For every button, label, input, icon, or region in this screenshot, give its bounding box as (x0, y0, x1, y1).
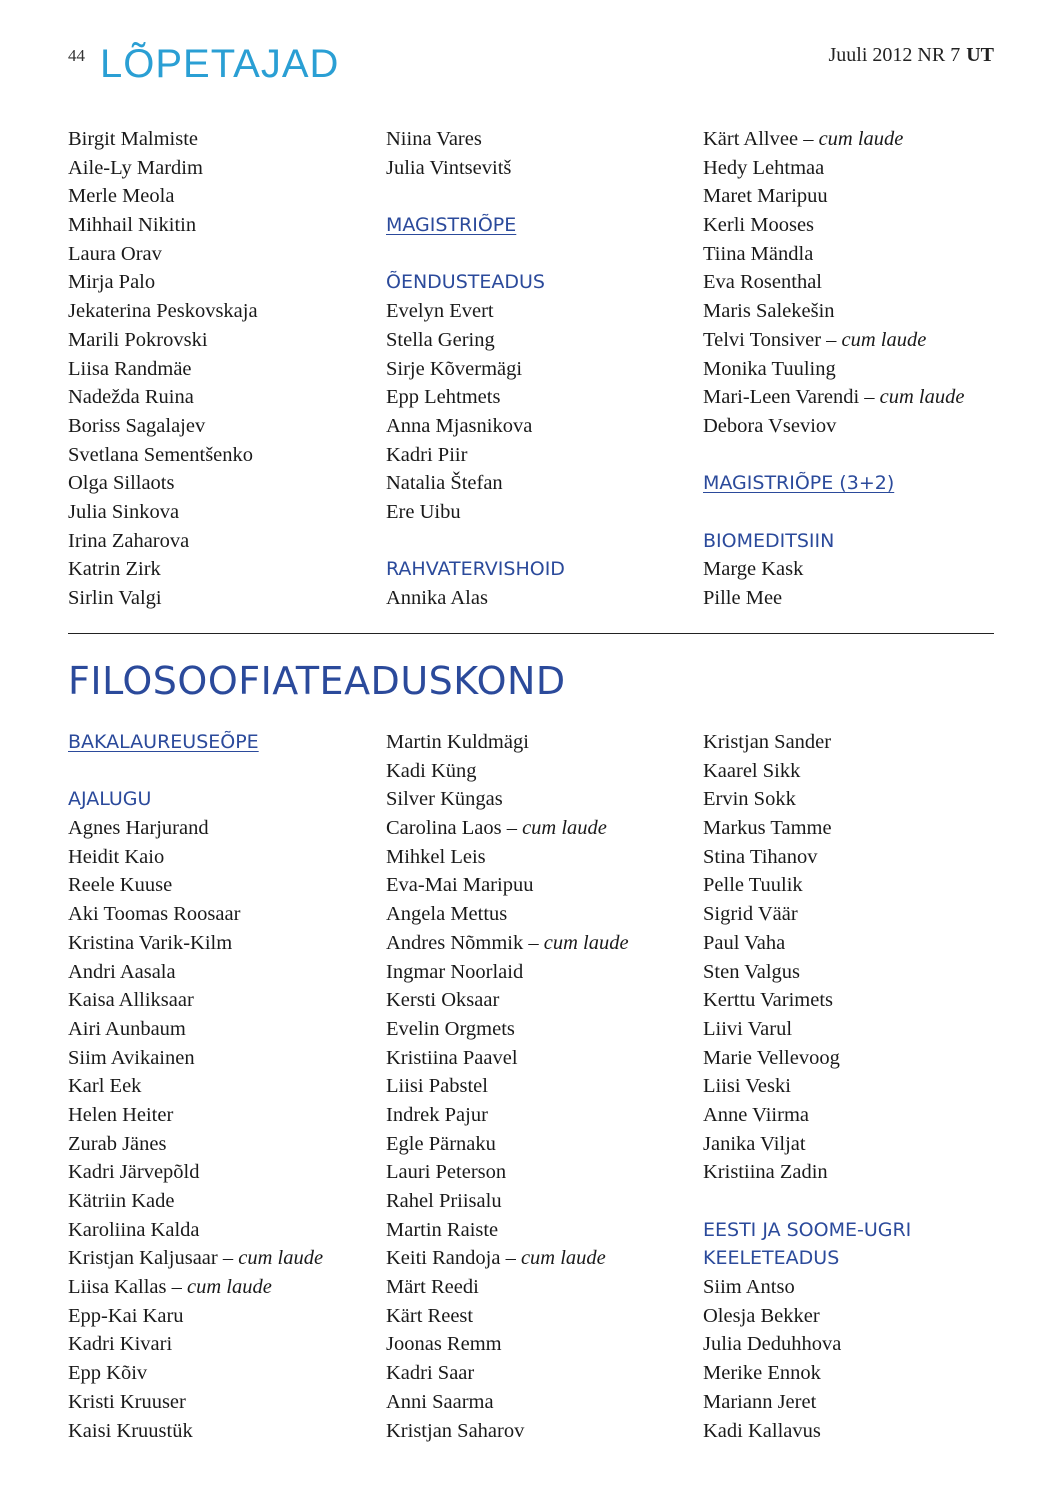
graduate-name: Pelle Tuulik (703, 874, 803, 897)
graduate-name: Mariann Jeret (703, 1390, 817, 1413)
graduate-entry (386, 1044, 696, 1073)
graduate-entry (68, 1330, 378, 1359)
graduate-entry (386, 1417, 696, 1446)
graduate-entry (386, 1015, 696, 1044)
graduate-name: Martin Raiste (386, 1218, 499, 1241)
graduate-entry (386, 757, 696, 786)
graduate-entry (703, 1388, 1013, 1417)
graduate-name: Kadri Järvepõld (68, 1161, 200, 1184)
subsection-heading: KEELETEADUS (703, 1247, 840, 1270)
honors-note: – cum laude (803, 128, 904, 150)
graduate-name: Kristjan Saharov (386, 1419, 525, 1442)
graduate-name: Debora Vseviov (703, 414, 837, 437)
graduate-name: Kadri Saar (386, 1362, 475, 1385)
graduate-name: Kerttu Varimets (703, 989, 833, 1012)
graduate-entry (68, 986, 378, 1015)
graduate-name: Silver Küngas (386, 788, 503, 811)
subsection-heading: EESTI JA SOOME-UGRI (703, 1218, 912, 1241)
spacer (68, 757, 378, 786)
graduate-entry (386, 929, 696, 958)
subsection-heading: ÕENDUSTEADUS (386, 271, 545, 294)
graduate-name: Joonas Remm (386, 1333, 502, 1356)
graduate-name: Kristjan Sander (703, 731, 832, 753)
graduate-entry (703, 900, 1013, 929)
graduate-entry (703, 154, 1013, 183)
graduate-entry (68, 383, 378, 412)
graduate-entry (386, 814, 696, 843)
bottom-column-2 (386, 728, 696, 1445)
graduate-name: Evelyn Evert (386, 300, 494, 323)
graduate-name: Hedy Lehtmaa (703, 156, 825, 179)
graduate-entry (703, 1015, 1013, 1044)
graduate-name: Maris Salekešin (703, 300, 835, 323)
graduate-entry (703, 814, 1013, 843)
graduate-name: Helen Heiter (68, 1103, 174, 1126)
subsection-heading: MAGISTRIÕPE (3+2) (703, 472, 895, 495)
graduate-entry (386, 383, 696, 412)
graduate-name: Karoliina Kalda (68, 1218, 200, 1241)
honors-note: – cum laude (864, 386, 965, 409)
graduate-entry (68, 211, 378, 240)
graduate-entry (703, 211, 1013, 240)
graduate-name: Olesja Bekker (703, 1304, 820, 1327)
graduate-name: Svetlana Sementšenko (68, 443, 254, 466)
subsection-heading: BIOMEDITSIIN (703, 529, 835, 552)
graduate-entry (68, 1216, 378, 1245)
graduate-entry (386, 1158, 696, 1187)
graduate-name: Indrek Pajur (386, 1103, 488, 1126)
graduate-entry (703, 929, 1013, 958)
graduate-entry (68, 240, 378, 269)
graduate-entry (68, 154, 378, 183)
graduate-name: Nadežda Ruina (68, 386, 194, 409)
graduate-entry (386, 1244, 696, 1273)
graduate-entry (68, 1130, 378, 1159)
graduate-entry (386, 871, 696, 900)
graduate-entry (386, 843, 696, 872)
graduate-name: Siim Antso (703, 1276, 795, 1299)
graduate-entry (68, 555, 378, 584)
graduate-entry (68, 584, 378, 613)
graduate-entry (68, 1044, 378, 1073)
graduate-name: Marge Kask (703, 558, 804, 581)
graduate-entry (703, 785, 1013, 814)
graduate-name: Julia Vintsevitš (386, 156, 512, 179)
graduate-entry (386, 900, 696, 929)
graduate-entry (703, 355, 1013, 384)
graduate-name: Kätriin Kade (68, 1190, 175, 1212)
honors-note: – cum laude (826, 328, 927, 351)
spacer (386, 527, 696, 556)
graduate-entry (703, 125, 1013, 154)
graduate-entry (386, 728, 696, 757)
graduate-entry (703, 1330, 1013, 1359)
graduate-name: Mirja Palo (68, 271, 156, 294)
graduate-name: Siim Avikainen (68, 1046, 195, 1069)
graduate-entry (386, 125, 696, 154)
graduate-entry (703, 555, 1013, 584)
graduate-entry (703, 1417, 1013, 1446)
graduate-name: Mihhail Nikitin (68, 214, 197, 237)
spacer (386, 240, 696, 269)
graduate-name: Kristi Kruuser (68, 1390, 186, 1413)
graduate-name: Julia Deduhhova (703, 1333, 842, 1356)
graduate-entry (68, 1072, 378, 1101)
graduate-name: Kristiina Zadin (703, 1161, 828, 1184)
graduate-entry (68, 498, 378, 527)
graduate-name: Liisi Pabstel (386, 1075, 488, 1098)
graduate-name: Liisa Kallas (68, 1276, 172, 1299)
graduate-entry (386, 355, 696, 384)
graduate-name: Kärt Reest (386, 1304, 474, 1327)
graduate-entry (386, 1359, 696, 1388)
graduate-name: Rahel Priisalu (386, 1190, 502, 1212)
graduate-entry (703, 1158, 1013, 1187)
graduate-name: Karl Eek (68, 1075, 142, 1098)
graduate-name: Paul Vaha (703, 931, 786, 954)
graduate-name: Telvi Tonsiver (703, 328, 822, 351)
graduate-name: Marie Vellevoog (703, 1046, 840, 1069)
graduate-name: Egle Pärnaku (386, 1132, 496, 1155)
graduate-name: Niina Vares (386, 128, 482, 150)
graduate-name: Olga Sillaots (68, 472, 175, 495)
section-title: LÕPETAJAD (100, 42, 340, 86)
graduate-entry (68, 958, 378, 987)
graduate-name: Kerli Mooses (703, 214, 815, 237)
graduate-name: Irina Zaharova (68, 529, 190, 552)
graduate-entry (703, 757, 1013, 786)
spacer (703, 498, 1013, 527)
graduate-entry (703, 843, 1013, 872)
graduate-name: Carolina Laos (386, 817, 502, 840)
graduate-name: Mari-Leen Varendi (703, 386, 860, 409)
graduate-entry (386, 1330, 696, 1359)
graduate-name: Eva Rosenthal (703, 271, 822, 294)
faculty-title: FILOSOOFIATEADUSKOND (68, 659, 566, 703)
graduate-entry (68, 900, 378, 929)
graduate-name: Sirje Kõvermägi (386, 357, 523, 380)
graduate-entry (703, 986, 1013, 1015)
spacer (386, 182, 696, 211)
graduate-entry (386, 1130, 696, 1159)
graduate-name: Kadi Kallavus (703, 1419, 821, 1442)
graduate-name: Anne Viirma (703, 1103, 809, 1126)
graduate-name: Kadri Kivari (68, 1333, 173, 1356)
graduate-entry (703, 1044, 1013, 1073)
graduate-name: Boriss Sagalajev (68, 414, 206, 437)
honors-note: – cum laude (528, 931, 629, 954)
graduate-name: Märt Reedi (386, 1276, 479, 1299)
graduate-entry (703, 584, 1013, 613)
graduate-name: Jekaterina Peskovskaja (68, 300, 258, 323)
top-column-2 (386, 125, 696, 613)
graduate-name: Aki Toomas Roosaar (68, 903, 241, 926)
graduate-name: Airi Aunbaum (68, 1017, 186, 1040)
spacer (703, 441, 1013, 470)
graduate-entry (703, 958, 1013, 987)
graduate-entry (386, 412, 696, 441)
graduate-entry (386, 1302, 696, 1331)
graduate-entry (386, 1187, 696, 1216)
graduate-entry (703, 1302, 1013, 1331)
graduate-entry (703, 240, 1013, 269)
graduate-entry (68, 297, 378, 326)
graduate-entry (386, 326, 696, 355)
graduate-name: Liisi Veski (703, 1075, 791, 1098)
graduate-entry (68, 326, 378, 355)
graduate-entry (703, 412, 1013, 441)
graduate-entry (68, 268, 378, 297)
graduate-entry (386, 1216, 696, 1245)
graduate-name: Merike Ennok (703, 1362, 821, 1385)
graduate-entry (703, 1101, 1013, 1130)
graduate-name: Maret Maripuu (703, 185, 828, 208)
graduate-name: Keiti Randoja (386, 1247, 501, 1270)
graduate-name: Pille Mee (703, 587, 783, 609)
graduate-entry (68, 441, 378, 470)
graduate-entry (386, 958, 696, 987)
graduate-entry (68, 1015, 378, 1044)
graduate-name: Andri Aasala (68, 960, 176, 983)
graduate-name: Kadri Piir (386, 443, 468, 466)
graduate-entry (386, 154, 696, 183)
graduate-entry (68, 929, 378, 958)
graduate-entry (703, 871, 1013, 900)
graduate-entry (703, 1072, 1013, 1101)
graduate-entry (386, 785, 696, 814)
graduate-entry (386, 441, 696, 470)
graduate-entry (703, 728, 1013, 757)
graduate-entry (68, 182, 378, 211)
graduate-entry (386, 498, 696, 527)
spacer (703, 1187, 1013, 1216)
graduate-name: Kärt Allvee (703, 128, 804, 150)
graduate-name: Kaisa Alliksaar (68, 989, 194, 1012)
graduate-name: Stina Tihanov (703, 845, 818, 868)
graduate-entry (386, 1072, 696, 1101)
graduate-name: Merle Meola (68, 185, 175, 208)
graduate-name: Birgit Malmiste (68, 128, 199, 150)
graduate-name: Liivi Varul (703, 1017, 793, 1040)
graduate-name: Anna Mjasnikova (386, 414, 533, 437)
graduate-entry (68, 1158, 378, 1187)
graduate-entry (68, 871, 378, 900)
graduate-name: Stella Gering (386, 328, 495, 351)
honors-note: – cum laude (171, 1276, 272, 1299)
graduate-entry (386, 1101, 696, 1130)
graduate-name: Marili Pokrovski (68, 328, 208, 351)
section-divider (68, 633, 994, 634)
graduate-entry (386, 297, 696, 326)
graduate-name: Ere Uibu (386, 500, 461, 523)
graduate-name: Eva-Mai Maripuu (386, 874, 534, 897)
graduate-entry (68, 412, 378, 441)
subsection-heading: RAHVATERVISHOID (386, 558, 565, 581)
graduate-entry (703, 326, 1013, 355)
graduate-entry (703, 383, 1013, 412)
graduate-name: Martin Kuldmägi (386, 731, 529, 753)
top-column-1 (68, 125, 378, 613)
graduate-entry (68, 355, 378, 384)
graduate-name: Ervin Sokk (703, 788, 796, 811)
graduate-entry (68, 125, 378, 154)
top-column-3 (703, 125, 1013, 613)
issue-info (829, 44, 994, 67)
graduate-name: Epp Lehtmets (386, 386, 501, 409)
graduate-entry (68, 1244, 378, 1273)
honors-note: – cum laude (222, 1247, 324, 1270)
graduate-name: Tiina Mändla (703, 242, 814, 265)
brand-mark: UT (966, 44, 994, 66)
graduate-name: Sten Valgus (703, 960, 801, 983)
graduate-name: Annika Alas (386, 587, 488, 609)
graduate-entry (68, 814, 378, 843)
graduate-name: Janika Viljat (703, 1132, 806, 1155)
graduate-name: Evelin Orgmets (386, 1017, 515, 1040)
graduate-name: Kadi Küng (386, 759, 477, 782)
honors-note: – cum laude (506, 817, 607, 840)
graduate-name: Sirlin Valgi (68, 587, 162, 609)
graduate-entry (68, 469, 378, 498)
graduate-entry (703, 268, 1013, 297)
graduate-entry (68, 1388, 378, 1417)
graduate-name: Julia Sinkova (68, 500, 180, 523)
subsection-heading: BAKALAUREUSEÕPE (68, 731, 259, 753)
graduate-name: Laura Orav (68, 242, 162, 265)
graduate-name: Heidit Kaio (68, 845, 165, 868)
graduate-entry (703, 297, 1013, 326)
graduate-name: Anni Saarma (386, 1390, 494, 1413)
graduate-name: Lauri Peterson (386, 1161, 507, 1184)
graduate-entry (386, 1273, 696, 1302)
graduate-entry (386, 986, 696, 1015)
graduate-name: Markus Tamme (703, 817, 832, 840)
bottom-column-3 (703, 728, 1013, 1445)
subsection-heading: MAGISTRIÕPE (386, 214, 517, 237)
graduate-name: Liisa Randmäe (68, 357, 192, 380)
graduate-name: Angela Mettus (386, 903, 508, 926)
graduate-entry (68, 1359, 378, 1388)
graduate-name: Mihkel Leis (386, 845, 486, 868)
graduate-name: Ingmar Noorlaid (386, 960, 524, 983)
graduate-entry (703, 1273, 1013, 1302)
graduate-name: Sigrid Väär (703, 903, 798, 926)
graduate-entry (68, 527, 378, 556)
graduate-entry (68, 1417, 378, 1446)
graduate-entry (703, 1359, 1013, 1388)
graduate-name: Natalia Štefan (386, 472, 503, 495)
graduate-name: Epp Kõiv (68, 1362, 148, 1385)
graduate-name: Katrin Zirk (68, 558, 161, 581)
subsection-heading: AJALUGU (68, 788, 152, 811)
graduate-name: Reele Kuuse (68, 874, 173, 897)
graduate-entry (68, 1187, 378, 1216)
graduate-entry (68, 1101, 378, 1130)
issue-date: Juuli 2012 NR 7 (828, 44, 961, 66)
graduate-entry (68, 1273, 378, 1302)
honors-note: – cum laude (505, 1247, 606, 1270)
graduate-name: Aile-Ly Mardim (68, 156, 203, 179)
graduate-name: Kristjan Kaljusaar (68, 1247, 218, 1270)
graduate-entry (703, 182, 1013, 211)
graduate-entry (703, 1130, 1013, 1159)
graduate-entry (68, 1302, 378, 1331)
graduate-name: Kristiina Paavel (386, 1046, 518, 1069)
graduate-name: Kaarel Sikk (703, 759, 801, 782)
graduate-entry (386, 469, 696, 498)
graduate-name: Kaisi Kruustük (68, 1419, 193, 1442)
graduate-name: Agnes Harjurand (68, 817, 209, 840)
graduate-entry (386, 1388, 696, 1417)
graduate-name: Kristina Varik-Kilm (68, 931, 233, 954)
graduate-name: Epp-Kai Karu (68, 1304, 184, 1327)
graduate-name: Zurab Jänes (68, 1132, 167, 1155)
graduate-entry (68, 843, 378, 872)
graduate-entry (386, 584, 696, 613)
graduate-name: Andres Nõmmik (386, 931, 524, 954)
page-number: 44 (68, 46, 85, 65)
bottom-column-1 (68, 728, 378, 1445)
graduate-name: Kersti Oksaar (386, 989, 500, 1012)
graduate-name: Monika Tuuling (703, 357, 836, 380)
